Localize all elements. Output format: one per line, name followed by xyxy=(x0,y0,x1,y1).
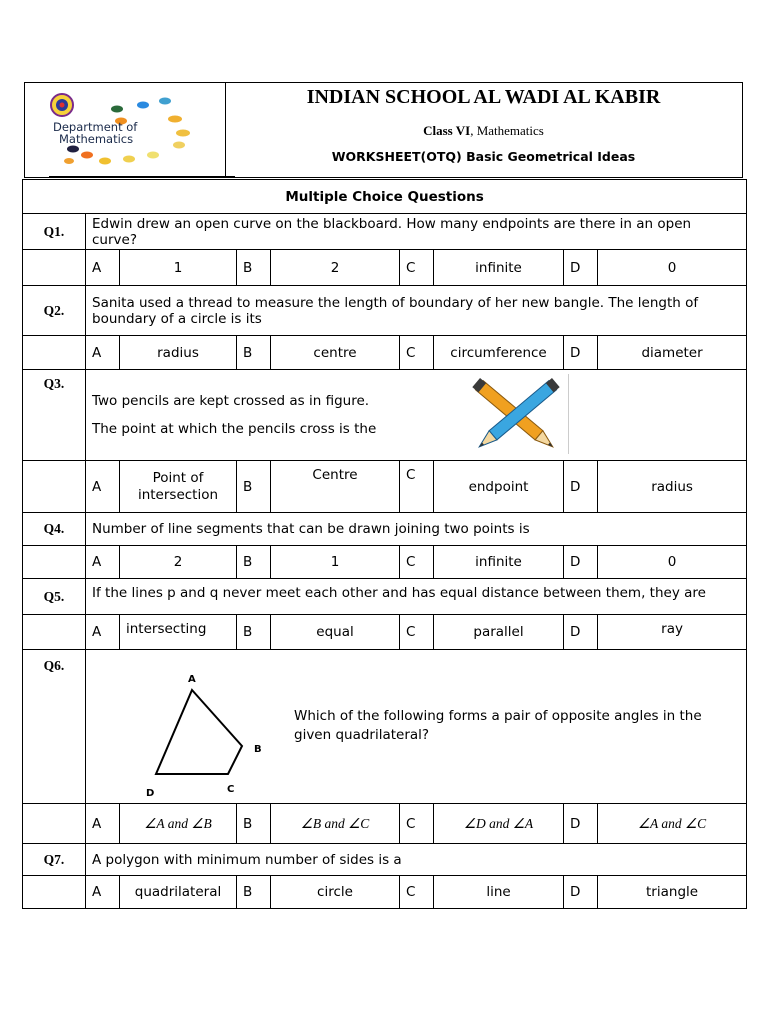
worksheet-header xyxy=(24,82,743,178)
option-letter: A xyxy=(86,250,120,286)
option-a[interactable]: ∠A and ∠B xyxy=(120,804,237,844)
logo-divider xyxy=(49,176,235,177)
blank-cell xyxy=(23,876,86,909)
questions-table xyxy=(22,179,747,909)
option-a[interactable]: radius xyxy=(120,336,237,370)
question-text xyxy=(86,370,747,461)
option-letter: C xyxy=(400,546,434,579)
options-row-1 xyxy=(23,250,747,286)
question-text: A polygon with minimum number of sides is a xyxy=(86,844,747,876)
question-text: Sanita used a thread to measure the length of boundary of her new bangle. The length of boundary of a circle is its xyxy=(86,286,747,336)
option-letter: A xyxy=(86,336,120,370)
option-letter: B xyxy=(237,250,271,286)
logo-line-1: Department of xyxy=(53,120,138,134)
option-b[interactable]: 1 xyxy=(271,546,400,579)
question-text xyxy=(86,650,747,804)
options-row-5 xyxy=(23,615,747,650)
option-a[interactable]: 1 xyxy=(120,250,237,286)
department-logo xyxy=(25,83,226,177)
question-text: Number of line segments that can be drawn joining two points is xyxy=(86,513,747,546)
option-letter: D xyxy=(564,250,598,286)
options-row-3 xyxy=(23,461,747,513)
logo-line-2: Mathematics xyxy=(59,132,134,146)
question-row-7 xyxy=(23,844,747,876)
option-d[interactable]: 0 xyxy=(598,546,747,579)
option-letter: D xyxy=(564,615,598,650)
blank-cell xyxy=(23,615,86,650)
question-row-3 xyxy=(23,370,747,461)
crossed-pencils-icon xyxy=(464,376,568,456)
option-d[interactable]: radius xyxy=(598,461,747,513)
blank-cell xyxy=(23,336,86,370)
option-b[interactable]: centre xyxy=(271,336,400,370)
option-letter: A xyxy=(86,546,120,579)
option-letter: C xyxy=(400,250,434,286)
option-letter: A xyxy=(86,876,120,909)
quadrilateral-figure xyxy=(140,672,270,798)
question-number: Q5. xyxy=(23,579,86,615)
option-letter: A xyxy=(86,615,120,650)
option-letter: C xyxy=(400,461,434,513)
question-number: Q1. xyxy=(23,214,86,250)
blank-cell xyxy=(23,804,86,844)
option-c[interactable]: circumference xyxy=(434,336,564,370)
option-d[interactable]: diameter xyxy=(598,336,747,370)
section-title-row xyxy=(23,180,747,214)
question-number: Q6. xyxy=(23,650,86,804)
question-prompt: Which of the following forms a pair of opposite angles in the given quadrilateral? xyxy=(294,708,702,743)
option-a[interactable]: 2 xyxy=(120,546,237,579)
option-a[interactable]: intersecting xyxy=(120,615,237,650)
blank-cell xyxy=(23,250,86,286)
option-d[interactable]: ray xyxy=(598,615,747,650)
option-c[interactable]: parallel xyxy=(434,615,564,650)
vertex-label-c: C xyxy=(227,784,235,795)
option-letter: D xyxy=(564,461,598,513)
worksheet-title: WORKSHEET(OTQ) Basic Geometrical Ideas xyxy=(331,149,636,164)
option-letter: B xyxy=(237,615,271,650)
question-number: Q4. xyxy=(23,513,86,546)
option-letter: C xyxy=(400,804,434,844)
question-row-1 xyxy=(23,214,747,250)
question-row-2 xyxy=(23,286,747,336)
option-letter: A xyxy=(86,804,120,844)
option-letter: B xyxy=(237,546,271,579)
blank-cell xyxy=(23,546,86,579)
option-c[interactable]: infinite xyxy=(434,546,564,579)
question-number: Q2. xyxy=(23,286,86,336)
option-d[interactable]: triangle xyxy=(598,876,747,909)
subject-label: , Mathematics xyxy=(470,123,544,138)
option-c[interactable]: endpoint xyxy=(434,461,564,513)
question-text: Edwin drew an open curve on the blackboard. How many endpoints are there in an open curve? xyxy=(86,214,747,250)
option-letter: C xyxy=(400,336,434,370)
question-row-5 xyxy=(23,579,747,615)
options-row-4 xyxy=(23,546,747,579)
vertex-label-d: D xyxy=(146,788,155,798)
class-label: Class VI xyxy=(423,123,471,138)
option-a[interactable]: quadrilateral xyxy=(120,876,237,909)
option-c[interactable]: line xyxy=(434,876,564,909)
option-letter: B xyxy=(237,876,271,909)
option-letter: C xyxy=(400,876,434,909)
question-number: Q3. xyxy=(23,370,86,461)
question-row-6 xyxy=(23,650,747,804)
options-row-2 xyxy=(23,336,747,370)
option-letter: B xyxy=(237,461,271,513)
option-letter: D xyxy=(564,546,598,579)
option-letter: C xyxy=(400,615,434,650)
image-edge xyxy=(568,374,569,454)
blank-cell xyxy=(23,461,86,513)
option-letter: D xyxy=(564,876,598,909)
question-row-4 xyxy=(23,513,747,546)
question-text: If the lines p and q never meet each other and has equal distance between them, they are xyxy=(86,579,747,615)
option-b[interactable]: Centre xyxy=(271,461,400,513)
logo-text xyxy=(53,121,137,145)
option-d[interactable]: 0 xyxy=(598,250,747,286)
option-letter: B xyxy=(237,804,271,844)
question-text-line-2: The point at which the pencils cross is the xyxy=(92,421,377,437)
option-letter: A xyxy=(86,461,120,513)
class-subject xyxy=(225,123,742,139)
school-name: INDIAN SCHOOL AL WADI AL KABIR xyxy=(306,86,661,108)
option-a[interactable]: Point of intersection xyxy=(120,461,237,513)
question-number: Q7. xyxy=(23,844,86,876)
option-letter: D xyxy=(564,336,598,370)
option-b[interactable]: circle xyxy=(271,876,400,909)
option-letter: D xyxy=(564,804,598,844)
section-title: Multiple Choice Questions xyxy=(23,180,747,214)
vertex-label-b: B xyxy=(254,744,262,755)
vertex-label-a: A xyxy=(188,674,196,685)
option-b[interactable]: equal xyxy=(271,615,400,650)
option-b[interactable]: ∠B and ∠C xyxy=(271,804,400,844)
options-row-7 xyxy=(23,876,747,909)
option-c[interactable]: ∠D and ∠A xyxy=(434,804,564,844)
question-text-line-1: Two pencils are kept crossed as in figure. xyxy=(92,393,370,409)
option-letter: B xyxy=(237,336,271,370)
option-c[interactable]: infinite xyxy=(434,250,564,286)
options-row-6 xyxy=(23,804,747,844)
option-b[interactable]: 2 xyxy=(271,250,400,286)
option-d[interactable]: ∠A and ∠C xyxy=(598,804,747,844)
